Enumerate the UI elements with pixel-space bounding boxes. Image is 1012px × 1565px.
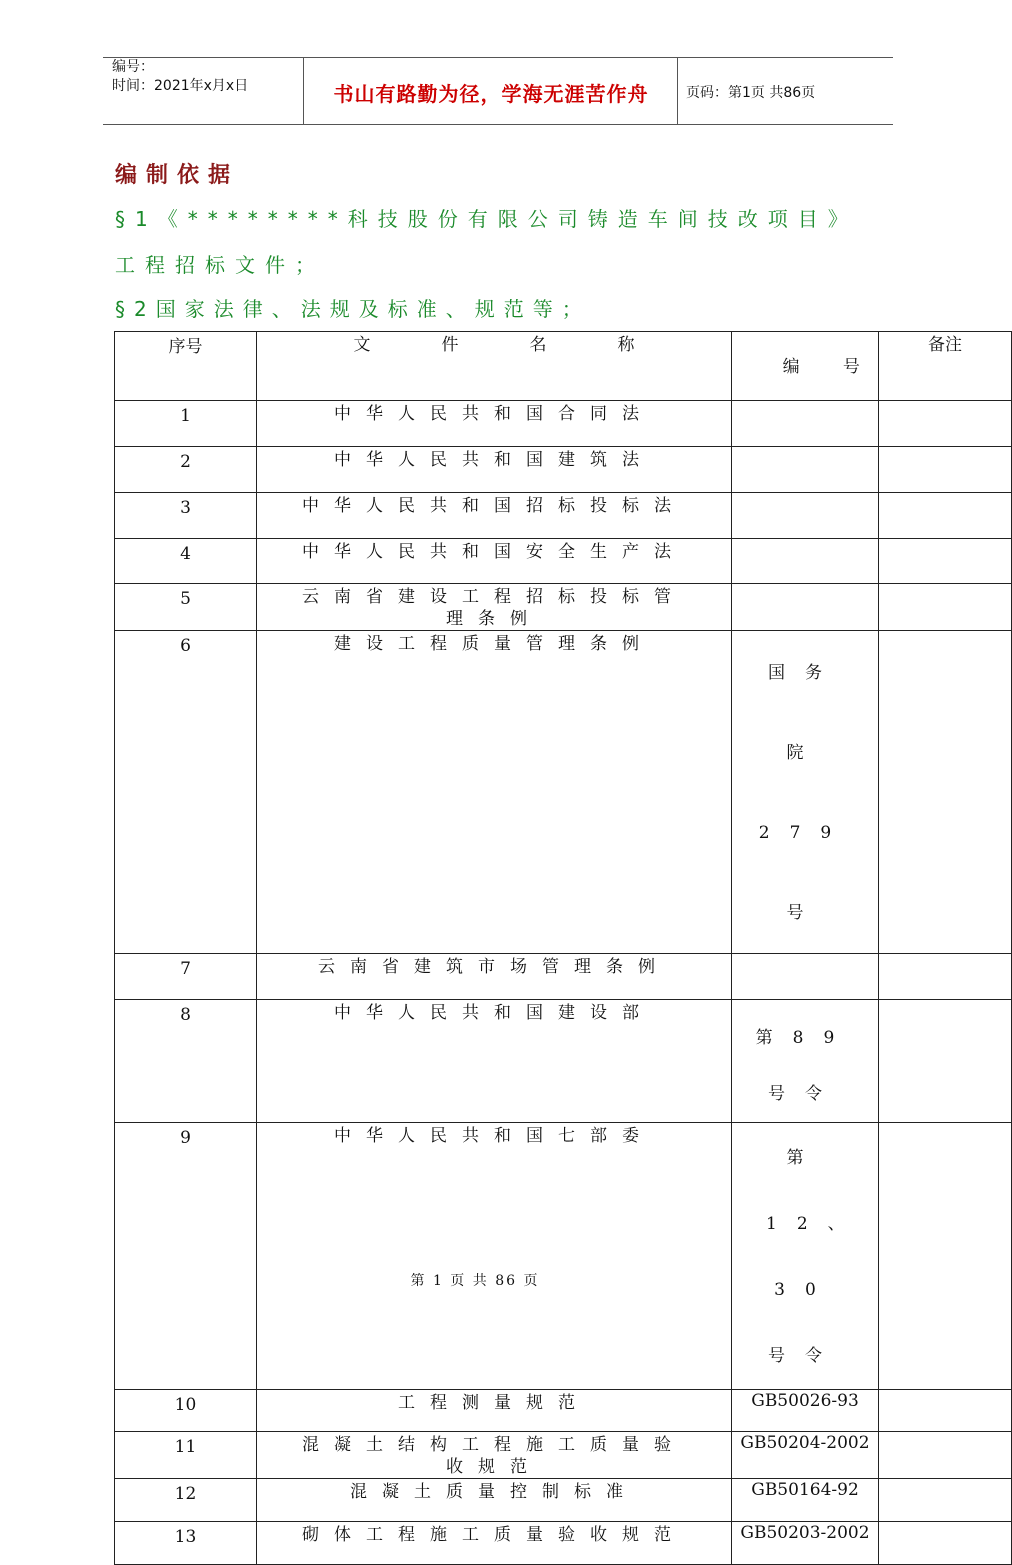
row-no: 7: [115, 954, 257, 1000]
header-divider-left: [303, 57, 304, 125]
header-page-info: 页码：第1页 共86页: [686, 85, 816, 101]
row-name: 中华人民共和国建设部: [257, 1000, 732, 1123]
row-note: [879, 1522, 1012, 1565]
table-row: [115, 1432, 1012, 1479]
table-header-row: [115, 332, 1012, 401]
table-row: [115, 631, 1012, 954]
header-name-char: 称: [617, 335, 635, 355]
row-note: [879, 1479, 1012, 1522]
row-no: 12: [115, 1479, 257, 1522]
header-code: [732, 332, 879, 401]
row-name: 中华人民共和国招标投标法: [257, 493, 732, 539]
row-code: GB50164-92: [732, 1479, 879, 1522]
row-note: [879, 954, 1012, 1000]
header-motto: 书山有路勤为径，学海无涯苦作舟: [333, 82, 649, 106]
header-meta: [112, 58, 248, 96]
row-code: [732, 493, 879, 539]
row-note: [879, 1390, 1012, 1432]
page-footer: 第 1 页 共 86 页: [410, 1273, 540, 1289]
row-name: 云南省建设工程招标投标管理条例: [257, 584, 732, 631]
row-no: 11: [115, 1432, 257, 1479]
row-code: GB50204-2002: [732, 1432, 879, 1479]
row-code: 国务院 279号: [732, 631, 879, 954]
row-no: 5: [115, 584, 257, 631]
row-name: 混凝土质量控制标准: [257, 1479, 732, 1522]
row-code: GB50203-2002: [732, 1522, 879, 1565]
row-no: 3: [115, 493, 257, 539]
row-code: 第12、30号令: [732, 1123, 879, 1390]
section-title: 编制依据: [115, 163, 240, 188]
row-name: 混凝土结构工程施工质量验收规范: [257, 1432, 732, 1479]
row-note: [879, 631, 1012, 954]
row-no: 2: [115, 447, 257, 493]
row-no: 13: [115, 1522, 257, 1565]
row-no: 4: [115, 539, 257, 584]
row-note: [879, 1000, 1012, 1123]
row-name: 中华人民共和国建筑法: [257, 447, 732, 493]
table-row: [115, 493, 1012, 539]
table-row: [115, 1479, 1012, 1522]
row-note: [879, 584, 1012, 631]
header-note: [879, 332, 1012, 401]
row-name: 砌体工程施工质量验收规范: [257, 1522, 732, 1565]
row-name: 云南省建筑市场管理条例: [257, 954, 732, 1000]
row-name: 中华人民共和国七部委: [257, 1123, 732, 1390]
table-row: [115, 401, 1012, 447]
row-note: [879, 539, 1012, 584]
basis-item-1: §1《********科技股份有限公司铸造车间技改项目》工程招标文件；: [115, 207, 858, 277]
header-no-text: 序号: [168, 337, 203, 357]
row-note: [879, 447, 1012, 493]
header-name-char: 件: [441, 335, 459, 355]
header-bottom-rule: [103, 124, 893, 125]
row-name: 中华人民共和国合同法: [257, 401, 732, 447]
row-code: [732, 539, 879, 584]
table-row: [115, 447, 1012, 493]
row-code: [732, 584, 879, 631]
row-no: 8: [115, 1000, 257, 1123]
header-code-text: 编 号: [782, 357, 860, 377]
doc-number-label: 编号：: [112, 59, 154, 75]
table-row: [115, 954, 1012, 1000]
row-no: 1: [115, 401, 257, 447]
row-no: 10: [115, 1390, 257, 1432]
row-code: GB50026-93: [732, 1390, 879, 1432]
row-note: [879, 493, 1012, 539]
header-note-text: 备注: [928, 335, 962, 355]
row-name: 工程测量规范: [257, 1390, 732, 1432]
doc-time-label: 时间：2021年x月x日: [112, 78, 249, 94]
header-divider-right: [677, 57, 678, 125]
row-name: 建设工程质量管理条例: [257, 631, 732, 954]
row-code: [732, 401, 879, 447]
row-no: 6: [115, 631, 257, 954]
laws-table: [114, 331, 1012, 1565]
basis-item-2: §2国家法律、法规及标准、规范等；: [115, 297, 591, 321]
row-note: [879, 401, 1012, 447]
row-note: [879, 1432, 1012, 1479]
row-code: [732, 447, 879, 493]
table-row: [115, 1522, 1012, 1565]
table-row: [115, 1123, 1012, 1390]
table-row: [115, 1000, 1012, 1123]
table-row: [115, 584, 1012, 631]
row-name: 中华人民共和国安全生产法: [257, 539, 732, 584]
header-no: [115, 332, 257, 401]
table-row: [115, 539, 1012, 584]
row-note: [879, 1123, 1012, 1390]
row-code: [732, 954, 879, 1000]
row-code: 第89号令: [732, 1000, 879, 1123]
header-name: [257, 332, 732, 401]
header-name-char: 名: [529, 335, 547, 355]
table-row: [115, 1390, 1012, 1432]
row-no: 9: [115, 1123, 257, 1390]
header-name-char: 文: [353, 335, 371, 355]
